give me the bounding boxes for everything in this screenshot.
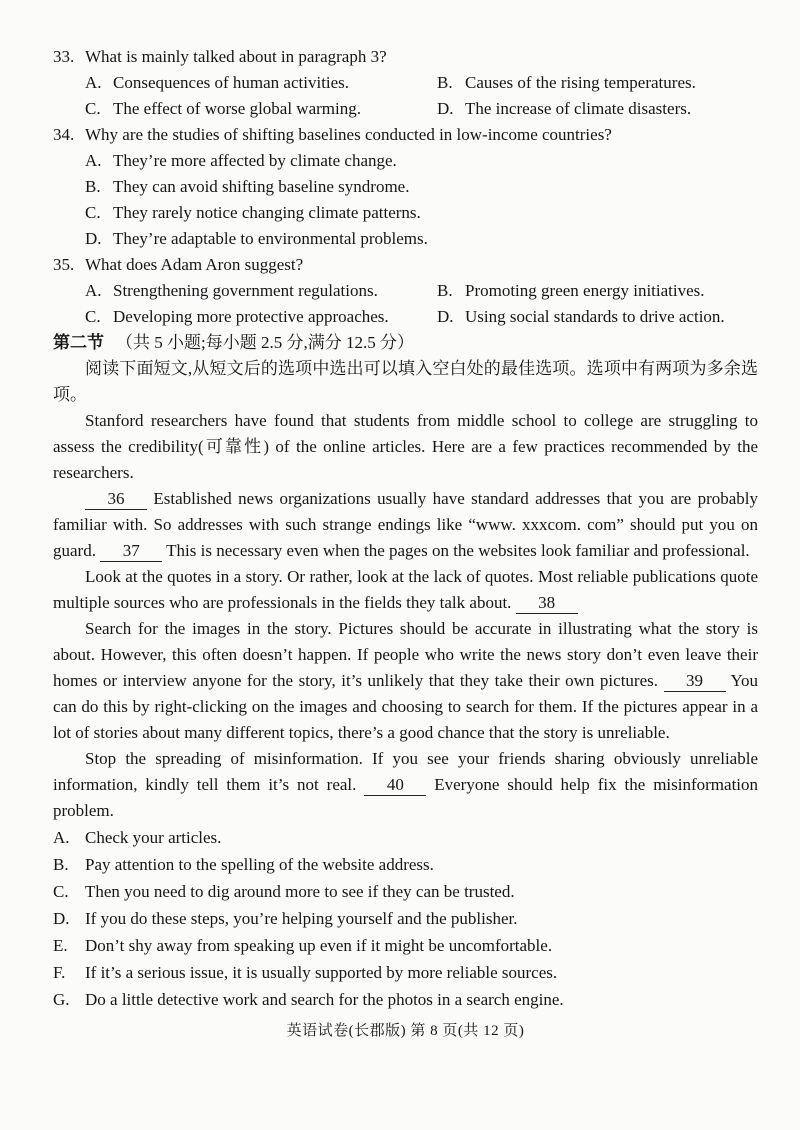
section2-title: 第二节 [53, 333, 104, 352]
blank-40: 40 [364, 775, 426, 796]
question-33 [53, 44, 758, 122]
passage-paragraph-4 [53, 616, 758, 746]
option-35-b [437, 278, 758, 304]
option-34-d [85, 226, 758, 252]
question-35-line [53, 252, 758, 278]
choice-label: E. [53, 936, 68, 955]
option-33-d [437, 96, 758, 122]
option-text: Developing more protective approaches. [113, 307, 389, 326]
option-text: They rarely notice changing climate patterns. [113, 203, 421, 222]
passage-text: You can do this by right-clicking on the images and choosing to search for them. If the pictures appear in a lot of stories about many different topics, there’s a good chance that the story is unreliable. [53, 671, 759, 742]
choice-c [53, 878, 758, 905]
choice-text: Pay attention to the spelling of the website address. [85, 855, 434, 874]
option-33-b [437, 70, 758, 96]
option-label: A. [85, 151, 102, 170]
option-text: Causes of the rising temperatures. [465, 73, 696, 92]
choice-list [53, 824, 758, 1013]
option-34-c [85, 200, 758, 226]
option-label: D. [437, 307, 454, 326]
choice-a [53, 824, 758, 851]
choice-text: Do a little detective work and search for the photos in a search engine. [85, 990, 564, 1009]
option-label: D. [437, 99, 454, 118]
option-text: The increase of climate disasters. [465, 99, 692, 118]
choice-e [53, 932, 758, 959]
option-label: B. [437, 73, 453, 92]
option-label: C. [85, 203, 101, 222]
page-footer: 英语试卷(长郡版) 第 8 页(共 12 页) [286, 1023, 525, 1039]
blank-37: 37 [100, 541, 162, 562]
section2-meta: （共 5 小题;每小题 2.5 分,满分 12.5 分） [116, 333, 414, 352]
option-33-c [85, 96, 437, 122]
question-35 [53, 252, 758, 330]
choice-text: If it’s a serious issue, it is usually supported by more reliable sources. [85, 963, 558, 982]
question-33-options [53, 70, 758, 122]
blank-38: 38 [516, 593, 578, 614]
choice-label: B. [53, 855, 69, 874]
passage-text: Look at the quotes in a story. Or rather, look at the lack of quotes. Most reliable publications quote multiple sources who are professionals in the fields they talk about. [53, 567, 758, 612]
question-text: What does Adam Aron suggest? [85, 255, 304, 274]
choice-f [53, 959, 758, 986]
passage-paragraph-5 [53, 746, 758, 824]
option-35-d [437, 304, 758, 330]
choice-text: Check your articles. [85, 828, 222, 847]
blank-36: 36 [85, 489, 147, 510]
question-34 [53, 122, 758, 252]
passage-text: Search for the images in the story. Pictures should be accurate in illustrating what the story is about. However, this often doesn’t happen. If people who write the news story don’t even leave their homes or interview anyone for the story, it’s unlikely that they take their own pictures. [53, 619, 758, 690]
option-label: A. [85, 281, 102, 300]
option-label: B. [85, 177, 101, 196]
option-text: Promoting green energy initiatives. [465, 281, 705, 300]
option-34-a [85, 148, 758, 174]
choice-label: F. [53, 963, 66, 982]
passage-text: Established news organizations usually have standard addresses that you are probably familiar with. So addresses with such strange endings like “www. xxxcom. com” should put you on guard. [53, 489, 758, 560]
passage-text: Stop the spreading of misinformation. If you see your friends sharing obviously unreliable information, kindly tell them it’s not real. [53, 749, 758, 794]
passage-paragraph-2 [53, 486, 758, 564]
section2-header [53, 330, 758, 356]
choice-text: Don’t shy away from speaking up even if it might be uncomfortable. [85, 936, 553, 955]
choice-text: If you do these steps, you’re helping yourself and the publisher. [85, 909, 518, 928]
option-35-a [85, 278, 437, 304]
choice-d [53, 905, 758, 932]
option-label: C. [85, 307, 101, 326]
choice-text: Then you need to dig around more to see if they can be trusted. [85, 882, 515, 901]
choice-label: G. [53, 990, 70, 1009]
passage-paragraph-3 [53, 564, 758, 616]
question-text: Why are the studies of shifting baselines conducted in low-income countries? [85, 125, 612, 144]
option-33-a [85, 70, 437, 96]
option-label: A. [85, 73, 102, 92]
choice-label: D. [53, 909, 70, 928]
question-33-line [53, 44, 758, 70]
question-number: 34. [53, 125, 75, 144]
question-number: 35. [53, 255, 75, 274]
option-34-b [85, 174, 758, 200]
question-text: What is mainly talked about in paragraph 3? [85, 47, 387, 66]
option-text: They’re more affected by climate change. [113, 151, 397, 170]
option-text: Using social standards to drive action. [465, 307, 725, 326]
section2-instruction: 阅读下面短文,从短文后的选项中选出可以填入空白处的最佳选项。选项中有两项为多余选项。 [53, 359, 758, 404]
choice-b [53, 851, 758, 878]
choice-label: A. [53, 828, 70, 847]
option-text: They can avoid shifting baseline syndrome. [113, 177, 410, 196]
passage-text: Everyone should help fix the misinformation problem. [53, 775, 759, 820]
question-34-line [53, 122, 758, 148]
question-34-options [53, 148, 758, 252]
option-35-c [85, 304, 437, 330]
option-label: D. [85, 229, 102, 248]
passage-paragraph-1: Stanford researchers have found that students from middle school to college are struggling to assess the credibility(可靠性) of the online articles. Here are a few practices recommended by the researchers. [53, 411, 758, 482]
blank-39: 39 [664, 671, 726, 692]
question-35-options [53, 278, 758, 330]
choice-label: C. [53, 882, 69, 901]
choice-g [53, 986, 758, 1013]
option-label: B. [437, 281, 453, 300]
option-text: The effect of worse global warming. [113, 99, 361, 118]
passage-text: This is necessary even when the pages on the websites look familiar and professional. [166, 541, 750, 560]
option-label: C. [85, 99, 101, 118]
option-text: They’re adaptable to environmental problems. [113, 229, 428, 248]
question-number: 33. [53, 47, 75, 66]
option-text: Consequences of human activities. [113, 73, 350, 92]
option-text: Strengthening government regulations. [113, 281, 378, 300]
